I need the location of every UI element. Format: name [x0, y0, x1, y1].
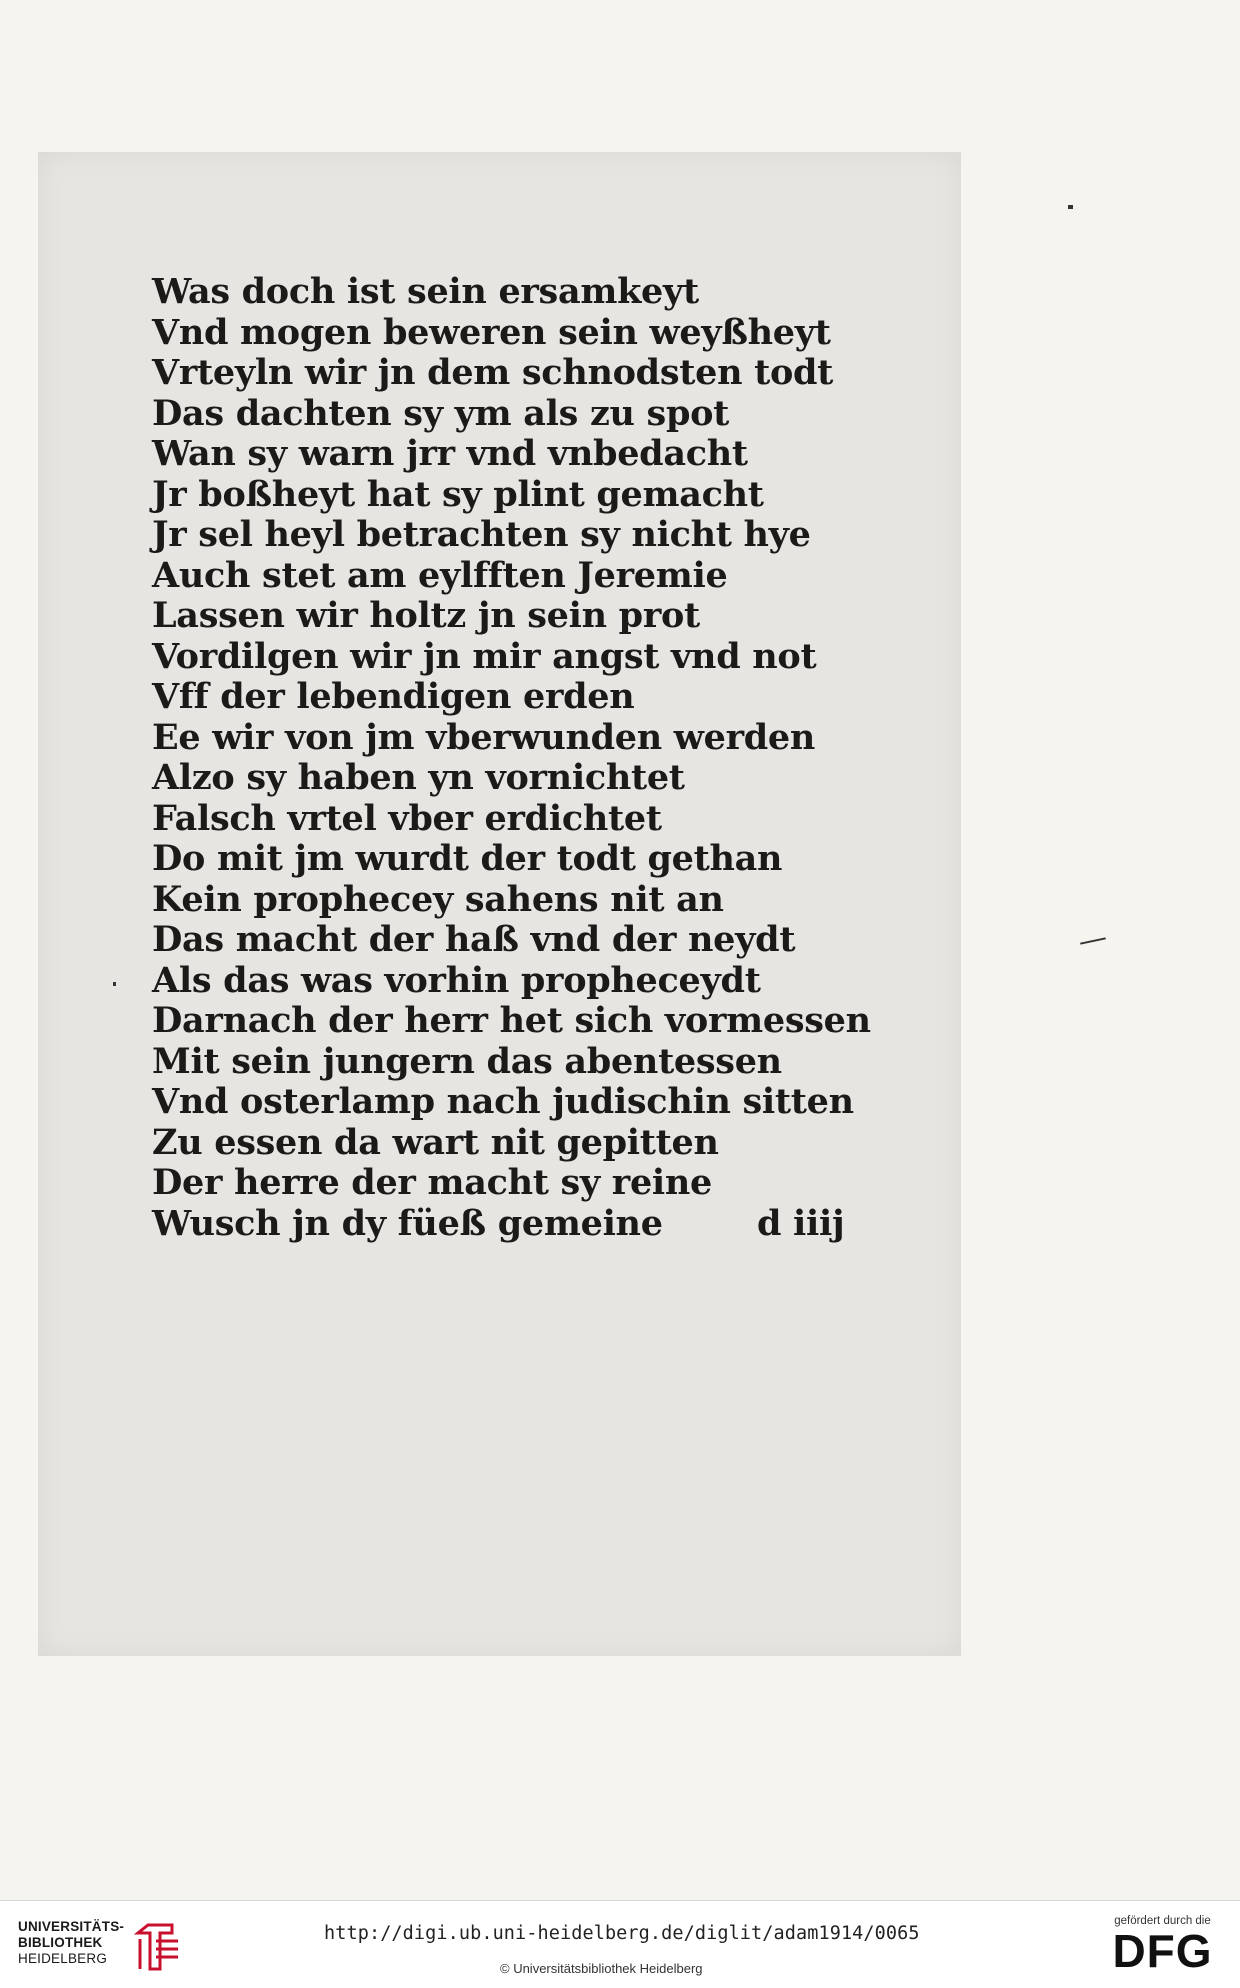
- verse-line: Das dachten sy ym als zu spot: [152, 392, 730, 434]
- library-emblem-icon: [126, 1919, 186, 1975]
- scan-speck: [1080, 937, 1106, 944]
- verse-text-block: [152, 272, 872, 1244]
- verse-line: Jr boßheyt hat sy plint gemacht: [152, 473, 764, 515]
- verse-line: Wusch jn dy füeß gemeine: [152, 1202, 663, 1244]
- library-name-line: BIBLIOTHEK: [18, 1935, 103, 1950]
- library-name-line: UNIVERSITÄTS-: [18, 1919, 125, 1934]
- viewer-footer: [0, 1900, 1240, 1988]
- verse-line: Auch stet am eylfften Jeremie: [152, 554, 728, 596]
- verse-line: Vnd mogen beweren sein weyßheyt: [152, 311, 831, 353]
- funder-name: DFG: [1112, 1925, 1213, 1977]
- verse-line: Kein prophecey sahens nit an: [152, 878, 724, 920]
- verse-line: Vnd osterlamp nach judischin sitten: [152, 1081, 854, 1122]
- scan-speck: [113, 982, 116, 986]
- verse-line: Was doch ist sein ersamkeyt: [152, 271, 699, 312]
- verse-line: Alzo sy haben yn vornichtet: [152, 757, 685, 798]
- permalink-url[interactable]: http://digi.ub.uni-heidelberg.de/diglit/adam1914/0065: [324, 1923, 920, 1944]
- scan-speck: [1068, 205, 1073, 209]
- verse-line: Als das was vorhin propheceydt: [152, 959, 761, 1001]
- verse-line: Zu essen da wart nit gepitten: [152, 1121, 719, 1163]
- library-logo[interactable]: [18, 1919, 178, 1975]
- verse-line: Das macht der haß vnd der neydt: [152, 919, 796, 960]
- library-name-line: HEIDELBERG: [18, 1951, 108, 1966]
- funding-caption: gefördert durch die: [1114, 1915, 1211, 1927]
- verse-line: Ee wir von jm vberwunden werden: [152, 716, 816, 758]
- verse-line: Der herre der macht sy reine: [152, 1162, 713, 1203]
- verse-line: Mit sein jungern das abentessen: [152, 1040, 782, 1082]
- verse-line: Darnach der herr het sich vormessen: [152, 1000, 871, 1041]
- verse-line: Falsch vrtel vber erdichtet: [152, 797, 662, 839]
- verse-line: Jr sel heyl betrachten sy nicht hye: [152, 514, 811, 555]
- verse-line-last: [152, 1204, 872, 1245]
- dfg-logo[interactable]: [1100, 1915, 1225, 1981]
- verse-line: Vordilgen wir jn mir angst vnd not: [152, 635, 817, 677]
- copyright-notice: © Universitätsbibliothek Heidelberg: [500, 1961, 703, 1976]
- verse-line: Vrteyln wir jn dem schnodsten todt: [152, 352, 834, 393]
- verse-line: Wan sy warn jrr vnd vnbedacht: [152, 433, 748, 474]
- verse-line: Vff der lebendigen erden: [152, 676, 635, 717]
- verse-line: Do mit jm wurdt der todt gethan: [152, 838, 783, 879]
- signature-mark: d iiij: [757, 1202, 845, 1244]
- verse-line: Lassen wir holtz jn sein prot: [152, 595, 700, 636]
